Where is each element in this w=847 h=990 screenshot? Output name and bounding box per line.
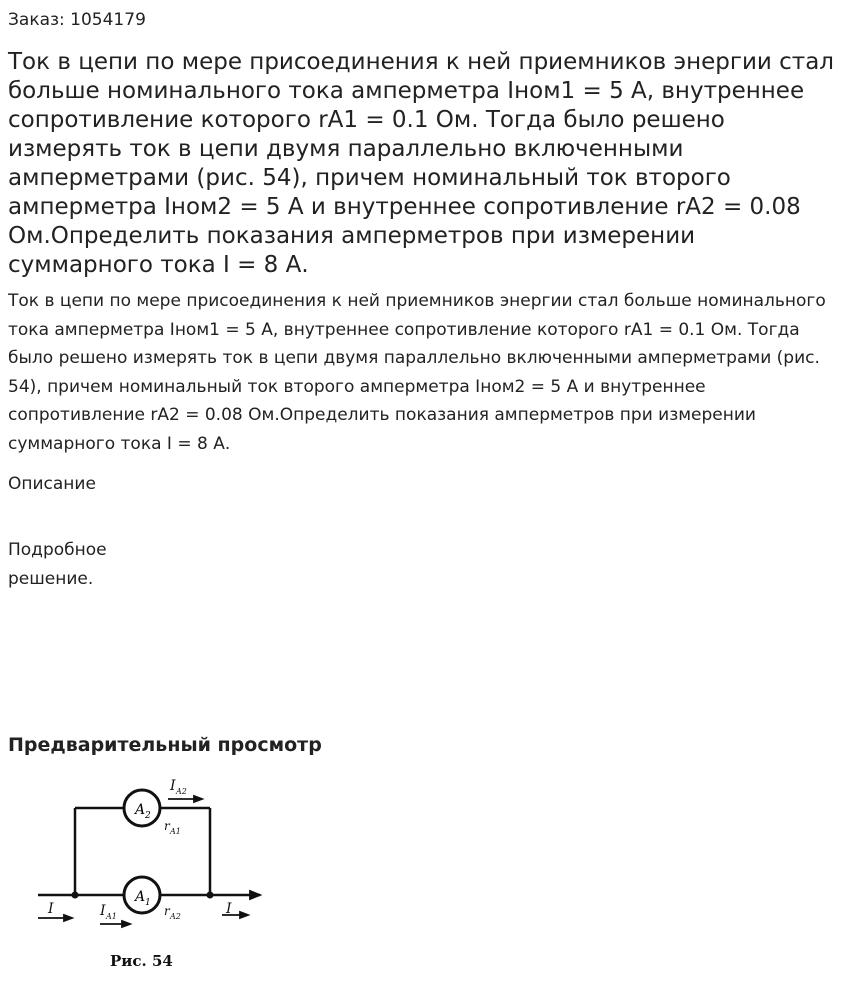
description-heading: Описание — [8, 474, 96, 494]
detailed-solution-label: Подробное решение. — [8, 540, 107, 589]
ammeter-a1-letter: A — [135, 889, 146, 905]
label-current-top-sub: A2 — [176, 787, 187, 796]
order-number: Заказ: 1054179 — [8, 10, 146, 30]
label-current-mid-sub: A1 — [106, 912, 117, 921]
circuit-figure — [30, 770, 270, 980]
label-resistance-bottom: r — [164, 904, 170, 918]
task-description-text: Ток в цепи по мере присоединения к ней приемников энергии стал больше номинального тока амперметра Iном1 = 5 А, внутреннее сопротивление которого rA1 = 0.1 Ом. Тогда было решено измерять ток в цепи двумя параллельно включенными амперметрами (рис. 54), причем номинальный ток второго амперметра Iном2 = 5 А и внутреннее сопротивление rA2 = 0.08 Ом.Определить показания амперметров при измерении суммарного тока I = 8 А. — [8, 291, 826, 454]
preview-heading: Предварительный просмотр — [8, 734, 322, 756]
label-resistance-top-sub: A1 — [170, 827, 181, 836]
label-current-left: I — [48, 901, 54, 917]
ammeter-a2 — [124, 790, 160, 826]
ammeter-a1-subscript: 1 — [145, 898, 151, 908]
figure-caption: Рис. 54 — [110, 952, 173, 970]
label-resistance-bottom-sub: A2 — [170, 912, 181, 921]
ammeter-a2-subscript: 2 — [145, 811, 151, 821]
task-title: Ток в цепи по мере присоединения к ней приемников энергии стал больше номинального тока амперметра Iном1 = 5 А, внутреннее сопротивление которого rA1 = 0.1 Ом. Тогда было решено измерять ток в цепи двумя параллельно включенными амперметрами (рис. 54), причем номинальный ток второго амперметра Iном2 = 5 А и внутреннее сопротивление rA2 = 0.08 Ом.Определить показания амперметров при измерении суммарного тока I = 8 А. — [8, 49, 834, 278]
junction-dot-right — [207, 892, 214, 899]
ammeter-a2-letter: A — [135, 802, 146, 818]
junction-dot-left — [72, 892, 79, 899]
label-current-top: I — [170, 778, 176, 794]
label-current-right: I — [226, 901, 232, 917]
label-current-mid: I — [100, 903, 106, 919]
label-resistance-top: r — [164, 819, 170, 833]
ammeter-a1 — [124, 877, 160, 913]
